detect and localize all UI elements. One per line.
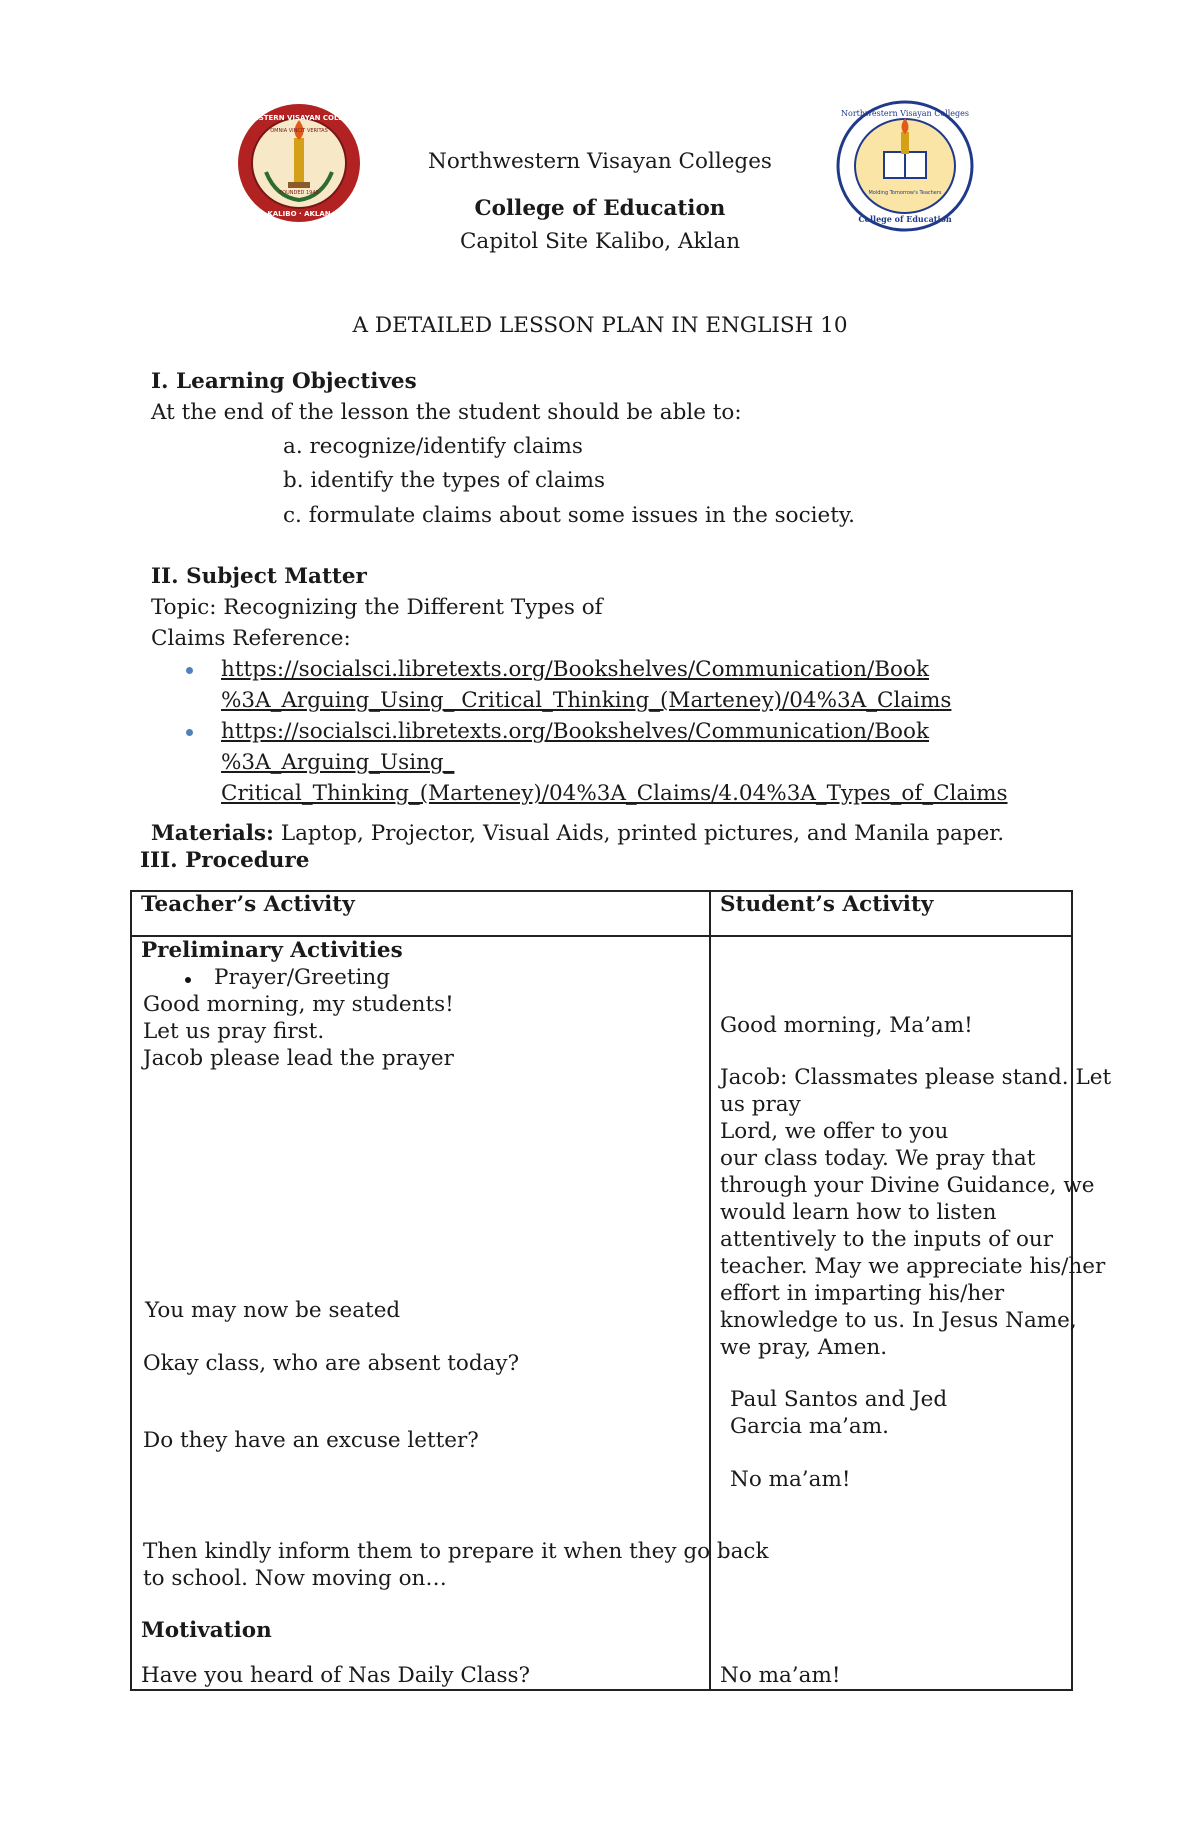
- student-line: effort in imparting his/her: [720, 1281, 1005, 1306]
- objective-item: a. recognize/identify claims: [283, 434, 583, 459]
- teacher-line: Let us pray first.: [143, 1019, 325, 1044]
- teacher-line: Jacob please lead the prayer: [143, 1046, 454, 1071]
- prayer-bullet: [185, 977, 191, 983]
- preliminary-activities-heading: Preliminary Activities: [141, 938, 403, 963]
- teacher-line: to school. Now moving on…: [143, 1566, 447, 1591]
- student-line: would learn how to listen: [720, 1200, 997, 1225]
- objectives-heading: I. Learning Objectives: [151, 369, 417, 394]
- student-line: attentively to the inputs of our: [720, 1227, 1054, 1252]
- topic-reference-line: Claims Reference:: [151, 626, 351, 651]
- table-border-right: [1071, 890, 1073, 1691]
- college-address: Capitol Site Kalibo, Aklan: [459, 229, 741, 254]
- right-logo-name: Northwestern Visayan Colleges: [841, 109, 969, 118]
- student-column-header: Student’s Activity: [720, 892, 934, 917]
- teacher-column-header: Teacher’s Activity: [141, 892, 355, 917]
- teacher-line: Good morning, my students!: [143, 992, 454, 1017]
- topic-line: Topic: Recognizing the Different Types of: [151, 595, 603, 620]
- student-line: through your Divine Guidance, we: [720, 1173, 1095, 1198]
- subject-matter-heading: II. Subject Matter: [151, 564, 367, 589]
- table-border-left: [130, 890, 132, 1691]
- student-line: we pray, Amen.: [720, 1335, 888, 1360]
- student-line: Lord, we offer to you: [720, 1119, 949, 1144]
- reference-link-2[interactable]: https://socialsci.libretexts.org/Bookshelves/Communication/Book: [221, 719, 929, 744]
- student-line: Garcia ma’am.: [730, 1414, 889, 1439]
- objective-item: b. identify the types of claims: [283, 468, 606, 493]
- teacher-line: Then kindly inform them to prepare it when they go back: [143, 1539, 769, 1564]
- reference-link-1-cont[interactable]: %3A_Arguing_Using_ Critical_Thinking_(Marteney)/04%3A_Claims: [221, 688, 952, 713]
- materials-value: Laptop, Projector, Visual Aids, printed pictures, and Manila paper.: [273, 821, 1005, 846]
- teacher-line: You may now be seated: [145, 1298, 401, 1323]
- teacher-line: Okay class, who are absent today?: [143, 1351, 520, 1376]
- student-line: teacher. May we appreciate his/her: [720, 1254, 1106, 1279]
- reference-bullet: [186, 729, 193, 736]
- student-line: Jacob: Classmates please stand. Let: [720, 1065, 1112, 1090]
- prayer-greeting-item: Prayer/Greeting: [214, 965, 390, 990]
- table-border-bottom: [130, 1689, 1073, 1691]
- left-logo-motto: OMNIA VINCIT VERITAS: [270, 128, 328, 134]
- teacher-line: Have you heard of Nas Daily Class?: [141, 1663, 531, 1688]
- student-line: knowledge to us. In Jesus Name,: [720, 1308, 1077, 1333]
- school-name: Northwestern Visayan Colleges: [428, 149, 772, 174]
- reference-bullet: [186, 667, 193, 674]
- lesson-plan-title: A DETAILED LESSON PLAN IN ENGLISH 10: [352, 313, 848, 338]
- right-logo-motto: Molding Tomorrow's Teachers: [868, 190, 942, 196]
- procedure-heading: III. Procedure: [140, 848, 310, 873]
- student-line: No ma’am!: [720, 1663, 841, 1688]
- student-line: Paul Santos and Jed: [730, 1387, 948, 1412]
- student-line: us pray: [720, 1092, 801, 1117]
- reference-link-2-cont[interactable]: Critical_Thinking_(Marteney)/04%3A_Claims/4.04%3A_Types_of_Claims: [221, 781, 1008, 806]
- table-column-divider: [709, 890, 711, 1691]
- reference-link-1[interactable]: https://socialsci.libretexts.org/Bookshelves/Communication/Book: [221, 657, 929, 682]
- objective-item: c. formulate claims about some issues in the society.: [283, 503, 856, 528]
- materials-line: [151, 821, 1004, 847]
- left-logo-place: KALIBO · AKLAN: [267, 210, 331, 218]
- student-line: Good morning, Ma’am!: [720, 1013, 973, 1038]
- right-logo-dept: College of Education: [858, 214, 952, 224]
- college-name: College of Education: [474, 196, 726, 221]
- materials-label: Materials:: [151, 821, 274, 846]
- left-logo-founded: FOUNDED 1948: [279, 190, 319, 196]
- reference-link-2-cont[interactable]: %3A_Arguing_Using_: [221, 750, 455, 775]
- student-line: our class today. We pray that: [720, 1146, 1036, 1171]
- left-logo-name: NORTHWESTERN VISAYAN COLLEGES INC: [218, 114, 380, 122]
- objectives-intro: At the end of the lesson the student should be able to:: [151, 400, 742, 425]
- teacher-line: Do they have an excuse letter?: [143, 1428, 479, 1453]
- motivation-heading: Motivation: [141, 1618, 272, 1643]
- student-line: No ma’am!: [730, 1467, 851, 1492]
